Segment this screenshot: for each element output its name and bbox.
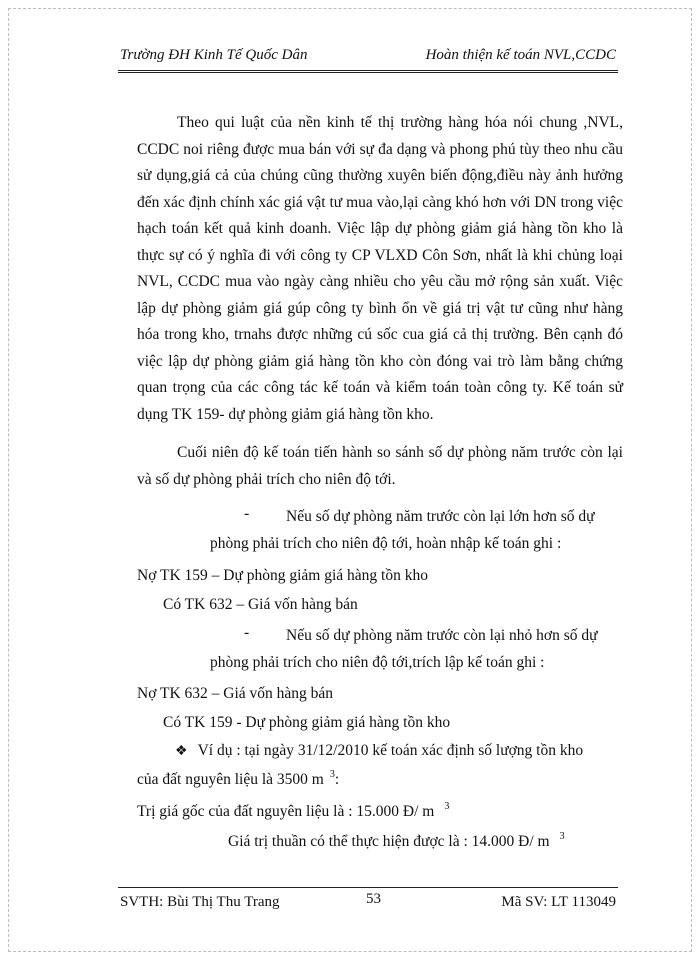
- case1-debit: Nợ TK 159 – Dự phòng giảm giá hàng tồn kho: [137, 567, 428, 584]
- case2-dash: -: [244, 624, 250, 641]
- header-left: Trường ĐH Kinh Tế Quốc Dân: [120, 47, 308, 63]
- footer-rule: [118, 887, 618, 888]
- example-line2: [137, 770, 339, 792]
- case2-line2: phòng phải trích cho niên độ tới,trích lập kế toán ghi :: [210, 654, 545, 671]
- exponent-3b: 3: [444, 801, 450, 812]
- case2-debit: Nợ TK 632 – Giá vốn hàng bán: [137, 685, 334, 702]
- case1-line1: Nếu số dự phòng năm trước còn lại lớn hơn số dự: [286, 508, 595, 525]
- header-right: Hoàn thiện kế toán NVL,CCDC: [425, 47, 616, 63]
- footer-student: SVTH: Bùi Thị Thu Trang: [120, 894, 280, 910]
- exponent-3: 3: [329, 769, 335, 780]
- paragraph-1: Theo qui luật của nền kinh tế thị trường hàng hóa nói chung ,NVL, CCDC noi riêng được mua bán với sự đa dạng và phong phú tùy theo nhu cầu sử dụng,giá cả của chúng cũng thường xuyên biến động,điều này ảnh hưởng đến xác định chính xác giá vật tư mua vào,lại càng khó hơn với DN trong việc hạch toán kết quả kinh doanh. Việc lập dự phòng giảm giá hàng tồn kho là thực sự có ý nghĩa đi với công ty CP VLXD Côn Sơn, nhất là khi chủng loại NVL, CCDC mua vào ngày càng nhiều cho yêu cầu mở rộng sản xuất. Việc lập dự phòng giảm giá gúp công ty bình ổn về giá trị vật tư cũng như hàng hóa trong kho, trnahs được những cú sốc cua giá cả thị trường. Bên cạnh đó việc lập dự phòng giảm giá hàng tồn kho còn đóng vai trò làm bằng chứng quan trọng của các công tác kế toán và kiểm toán toàn công ty. Kế toán sử dụng TK 159- dự phòng giảm giá hàng tồn kho.: [137, 114, 623, 423]
- example-text-3: Trị giá gốc của đất nguyên liệu là : 15.000 Đ/ m: [137, 803, 435, 820]
- example-text-1: Ví dụ : tại ngày 31/12/2010 kế toán xác định số lượng tồn kho: [197, 742, 584, 759]
- example-line3: [137, 802, 449, 824]
- case1-dash: -: [244, 505, 250, 522]
- page-footer: [120, 891, 616, 914]
- example-line1: [175, 741, 583, 762]
- footer-student-id: Mã SV: LT 113049: [501, 894, 616, 910]
- diamond-bullet-icon: ❖: [175, 744, 188, 759]
- page-number: 53: [366, 891, 381, 907]
- exponent-3c: 3: [559, 831, 565, 842]
- page-header: [120, 47, 616, 67]
- case1-credit: Có TK 632 – Giá vốn hàng bán: [163, 596, 358, 613]
- case2-credit: Có TK 159 - Dự phòng giảm giá hàng tồn kho: [163, 714, 451, 731]
- case2-line1: Nếu số dự phòng năm trước còn lại nhỏ hơn số dự: [286, 627, 598, 644]
- paragraph-2: Cuối niên độ kế toán tiến hành so sánh số dự phòng năm trước còn lại và số dự phòng phải trích cho niên độ tới.: [137, 444, 623, 488]
- case1-line2: phòng phải trích cho niên độ tới, hoàn nhập kế toán ghi :: [210, 535, 562, 552]
- example-colon: :: [334, 771, 340, 788]
- example-line4: [228, 832, 565, 854]
- example-text-2: của đất nguyên liệu là 3500 m: [137, 771, 324, 788]
- body-text: [137, 110, 623, 493]
- header-rule: [118, 70, 618, 73]
- example-text-4: Giá trị thuần có thể thực hiện được là : 14.000 Đ/ m: [228, 833, 550, 850]
